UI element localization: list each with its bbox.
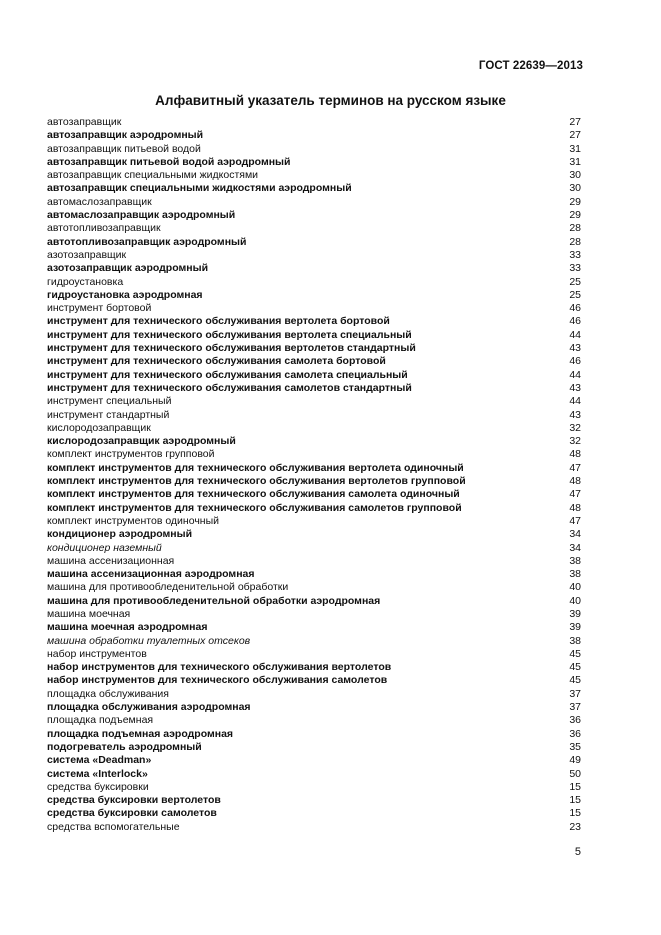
index-page-ref: 34 bbox=[569, 528, 581, 541]
index-entry bbox=[47, 156, 581, 169]
index-term: автозаправщик bbox=[47, 116, 122, 128]
index-page-ref: 38 bbox=[569, 568, 581, 581]
index-term: инструмент специальный bbox=[47, 395, 172, 408]
index-page-ref: 44 bbox=[569, 328, 581, 341]
index-page-ref: 35 bbox=[569, 740, 581, 753]
index-page-ref: 29 bbox=[569, 209, 581, 222]
index-term: азотозаправщик bbox=[47, 248, 127, 261]
term-index-list bbox=[47, 116, 581, 834]
index-entry bbox=[47, 395, 581, 408]
index-page-ref: 43 bbox=[569, 381, 581, 394]
index-entry bbox=[47, 608, 581, 621]
document-code: ГОСТ 22639—2013 bbox=[478, 60, 583, 72]
index-page-ref: 25 bbox=[569, 288, 581, 301]
index-entry bbox=[47, 754, 581, 767]
index-page-ref: 23 bbox=[569, 820, 581, 833]
index-page-ref: 48 bbox=[569, 501, 581, 514]
index-term: машина моечная аэродромная bbox=[47, 621, 208, 634]
index-page-ref: 43 bbox=[569, 408, 581, 421]
index-entry bbox=[47, 741, 581, 754]
index-term: средства вспомогательные bbox=[47, 820, 180, 833]
index-term: площадка подъемная bbox=[47, 714, 154, 727]
index-entry bbox=[47, 262, 581, 275]
index-entry bbox=[47, 728, 581, 741]
index-term: кондиционер наземный bbox=[47, 541, 162, 554]
index-page-ref: 37 bbox=[569, 701, 581, 714]
index-entry bbox=[47, 807, 581, 820]
index-term: инструмент для технического обслуживания вертолетов стандартный bbox=[47, 342, 416, 355]
index-term: система «Deadman» bbox=[47, 754, 152, 767]
index-entry bbox=[47, 635, 581, 648]
index-term: автозаправщик специальными жидкостями bbox=[47, 169, 259, 182]
index-term: автозаправщик аэродромный bbox=[47, 129, 204, 142]
index-entry bbox=[47, 688, 581, 701]
index-page-ref: 46 bbox=[569, 315, 581, 328]
index-entry bbox=[47, 462, 581, 475]
index-term: набор инструментов для технического обслуживания самолетов bbox=[47, 674, 388, 687]
index-entry bbox=[47, 315, 581, 328]
index-page-ref: 27 bbox=[569, 116, 581, 128]
index-entry bbox=[47, 568, 581, 581]
index-entry bbox=[47, 422, 581, 435]
index-term: машина ассенизационная аэродромная bbox=[47, 568, 255, 581]
index-term: кондиционер аэродромный bbox=[47, 528, 193, 541]
index-term: средства буксировки вертолетов bbox=[47, 794, 221, 807]
index-entry bbox=[47, 236, 581, 249]
index-term: инструмент бортовой bbox=[47, 302, 152, 315]
index-page-ref: 47 bbox=[569, 461, 581, 474]
page-number: 5 bbox=[574, 846, 581, 858]
index-term: набор инструментов bbox=[47, 647, 147, 660]
index-term: средства буксировки bbox=[47, 780, 149, 793]
index-page-ref: 47 bbox=[569, 488, 581, 501]
index-entry bbox=[47, 249, 581, 262]
index-term: машина моечная bbox=[47, 607, 131, 620]
index-term: комплект инструментов групповой bbox=[47, 448, 215, 461]
index-entry bbox=[47, 289, 581, 302]
index-entry bbox=[47, 502, 581, 515]
index-page-ref: 31 bbox=[569, 155, 581, 168]
index-page-ref: 47 bbox=[569, 514, 581, 527]
index-term: комплект инструментов для технического обслуживания вертолета одиночный bbox=[47, 461, 464, 474]
index-entry bbox=[47, 369, 581, 382]
index-page-ref: 32 bbox=[569, 435, 581, 448]
index-page-ref: 28 bbox=[569, 222, 581, 235]
index-term: инструмент для технического обслуживания вертолета бортовой bbox=[47, 315, 390, 328]
index-entry bbox=[47, 222, 581, 235]
index-page-ref: 28 bbox=[569, 235, 581, 248]
index-entry bbox=[47, 621, 581, 634]
index-page-ref: 32 bbox=[569, 421, 581, 434]
index-entry bbox=[47, 355, 581, 368]
index-page-ref: 33 bbox=[569, 248, 581, 261]
index-entry bbox=[47, 701, 581, 714]
index-term: инструмент для технического обслуживания самолетов стандартный bbox=[47, 381, 412, 394]
index-entry bbox=[47, 674, 581, 687]
index-entry bbox=[47, 143, 581, 156]
index-term: машина обработки туалетных отсеков bbox=[47, 634, 251, 647]
index-page-ref: 46 bbox=[569, 355, 581, 368]
index-page-ref: 15 bbox=[569, 780, 581, 793]
index-term: машина для противообледенительной обработки bbox=[47, 581, 289, 594]
index-term: автомаслозаправщик bbox=[47, 195, 152, 208]
index-page-ref: 30 bbox=[569, 182, 581, 195]
index-term: инструмент для технического обслуживания самолета бортовой bbox=[47, 355, 386, 368]
index-page-ref: 39 bbox=[569, 607, 581, 620]
index-term: гидроустановка bbox=[47, 275, 124, 288]
index-term: комплект инструментов одиночный bbox=[47, 514, 220, 527]
index-term: инструмент для технического обслуживания вертолета специальный bbox=[47, 328, 412, 341]
index-entry bbox=[47, 182, 581, 195]
index-page-ref: 44 bbox=[569, 368, 581, 381]
index-entry bbox=[47, 821, 581, 834]
index-page-ref: 15 bbox=[569, 807, 581, 820]
index-entry bbox=[47, 768, 581, 781]
index-term: комплект инструментов для технического обслуживания вертолетов групповой bbox=[47, 475, 466, 488]
index-entry bbox=[47, 448, 581, 461]
index-page-ref: 48 bbox=[569, 448, 581, 461]
index-entry bbox=[47, 116, 581, 129]
index-entry bbox=[47, 581, 581, 594]
index-entry bbox=[47, 196, 581, 209]
index-page-ref: 38 bbox=[569, 634, 581, 647]
index-entry bbox=[47, 129, 581, 142]
index-term: площадка подъемная аэродромная bbox=[47, 727, 234, 740]
index-term: автотопливозаправщик bbox=[47, 222, 161, 235]
index-page-ref: 45 bbox=[569, 674, 581, 687]
index-entry bbox=[47, 329, 581, 342]
index-page-ref: 48 bbox=[569, 475, 581, 488]
index-term: площадка обслуживания bbox=[47, 687, 169, 700]
index-term: подогреватель аэродромный bbox=[47, 740, 202, 753]
index-entry bbox=[47, 648, 581, 661]
index-page-ref: 50 bbox=[569, 767, 581, 780]
index-term: комплект инструментов для технического обслуживания самолета одиночный bbox=[47, 488, 460, 501]
index-page-ref: 15 bbox=[569, 794, 581, 807]
index-term: инструмент для технического обслуживания самолета специальный bbox=[47, 368, 408, 381]
index-entry bbox=[47, 302, 581, 315]
index-page-ref: 31 bbox=[569, 142, 581, 155]
index-entry bbox=[47, 209, 581, 222]
index-entry bbox=[47, 488, 581, 501]
index-term: комплект инструментов для технического обслуживания самолетов групповой bbox=[47, 501, 462, 514]
index-term: кислородозаправщик аэродромный bbox=[47, 435, 236, 448]
index-page-ref: 33 bbox=[569, 262, 581, 275]
index-page-ref: 40 bbox=[569, 581, 581, 594]
index-page-ref: 39 bbox=[569, 621, 581, 634]
index-entry bbox=[47, 342, 581, 355]
index-term: гидроустановка аэродромная bbox=[47, 288, 203, 301]
index-term: автозаправщик питьевой водой аэродромный bbox=[47, 155, 291, 168]
index-term: набор инструментов для технического обслуживания вертолетов bbox=[47, 661, 392, 674]
index-term: кислородозаправщик bbox=[47, 421, 151, 434]
index-entry bbox=[47, 475, 581, 488]
index-term: автомаслозаправщик аэродромный bbox=[47, 209, 236, 222]
index-page-ref: 40 bbox=[569, 594, 581, 607]
index-term: инструмент стандартный bbox=[47, 408, 170, 421]
index-title: Алфавитный указатель терминов на русском языке bbox=[155, 93, 506, 108]
index-entry bbox=[47, 382, 581, 395]
index-entry bbox=[47, 515, 581, 528]
index-entry bbox=[47, 169, 581, 182]
index-page-ref: 43 bbox=[569, 342, 581, 355]
index-entry bbox=[47, 542, 581, 555]
index-term: машина ассенизационная bbox=[47, 554, 175, 567]
index-entry bbox=[47, 435, 581, 448]
index-term: автотопливозаправщик аэродромный bbox=[47, 235, 247, 248]
index-term: автозаправщик питьевой водой bbox=[47, 142, 201, 155]
index-page-ref: 45 bbox=[569, 647, 581, 660]
index-page-ref: 36 bbox=[569, 714, 581, 727]
index-entry bbox=[47, 794, 581, 807]
index-page-ref: 27 bbox=[569, 129, 581, 142]
index-page-ref: 37 bbox=[569, 687, 581, 700]
index-page-ref: 45 bbox=[569, 661, 581, 674]
index-term: площадка обслуживания аэродромная bbox=[47, 701, 251, 714]
index-entry bbox=[47, 276, 581, 289]
index-page-ref: 29 bbox=[569, 195, 581, 208]
index-term: машина для противообледенительной обработки аэродромная bbox=[47, 594, 381, 607]
index-page-ref: 30 bbox=[569, 169, 581, 182]
index-page-ref: 34 bbox=[569, 541, 581, 554]
index-entry bbox=[47, 714, 581, 727]
index-page-ref: 25 bbox=[569, 275, 581, 288]
index-entry bbox=[47, 781, 581, 794]
index-term: азотозаправщик аэродромный bbox=[47, 262, 209, 275]
index-page-ref: 38 bbox=[569, 554, 581, 567]
index-term: средства буксировки самолетов bbox=[47, 807, 217, 820]
index-entry bbox=[47, 661, 581, 674]
index-page-ref: 46 bbox=[569, 302, 581, 315]
index-page-ref: 49 bbox=[569, 754, 581, 767]
index-entry bbox=[47, 528, 581, 541]
index-entry bbox=[47, 409, 581, 422]
index-page-ref: 44 bbox=[569, 395, 581, 408]
index-page-ref: 36 bbox=[569, 727, 581, 740]
index-entry bbox=[47, 555, 581, 568]
index-entry bbox=[47, 595, 581, 608]
index-term: автозаправщик специальными жидкостями аэродромный bbox=[47, 182, 352, 195]
index-term: система «Interlock» bbox=[47, 767, 148, 780]
